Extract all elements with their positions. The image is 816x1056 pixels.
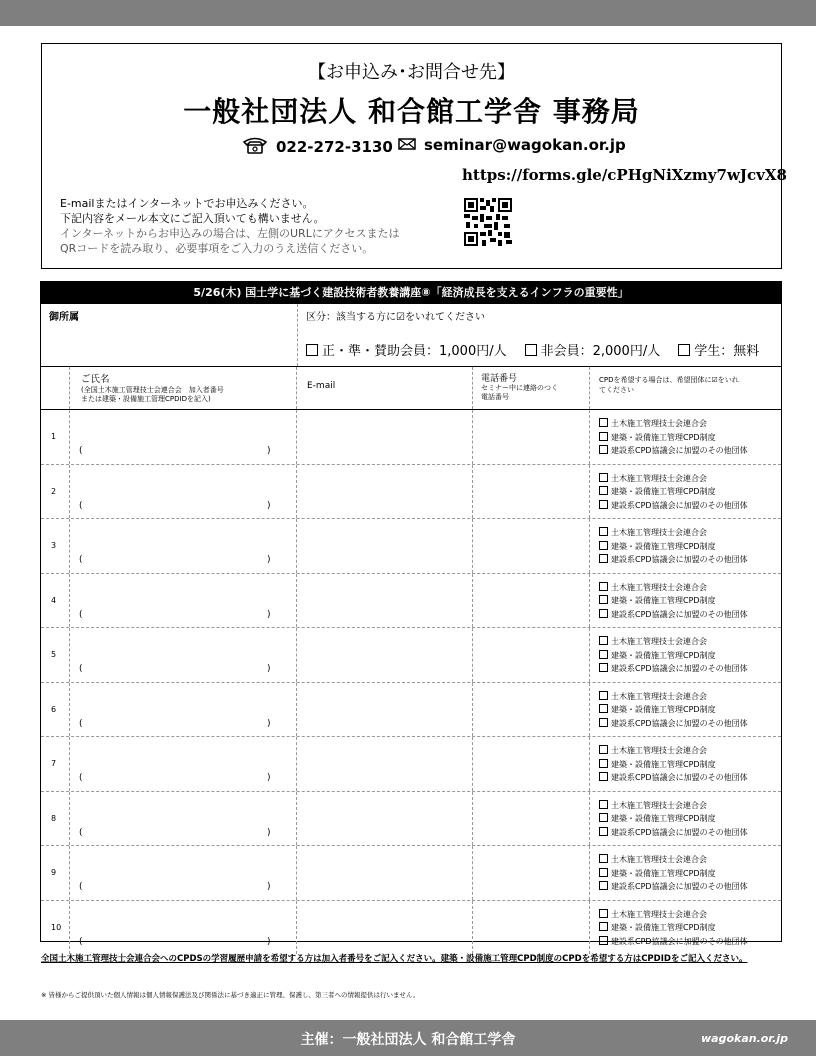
cpd-option[interactable] <box>599 581 748 595</box>
cpd-option-label: 建築・設備施工管理CPD制度 <box>611 541 716 551</box>
cpd-option-label: 土木施工管理技士会連合会 <box>611 800 707 810</box>
cpd-option[interactable] <box>599 826 748 840</box>
paren-open: ( <box>79 827 83 838</box>
paren-open: ( <box>79 718 83 729</box>
paren-close: ) <box>267 500 271 511</box>
privacy-note: ※ 皆様からご提供頂いた個人情報は個人情報保護法及び関係法に基づき適正に管理、保護し、第三者への情報提供は行いません。 <box>41 991 420 999</box>
checkbox-icon[interactable] <box>599 759 608 768</box>
cpd-option[interactable] <box>599 771 748 785</box>
name-header: ご氏名 (全国土木施工管理技士会連合会 加入者番号 または建築・設備施工管理CPDIDを記入) <box>81 374 224 403</box>
contact-heading: 【お申込み･お問合せ先】 <box>308 62 515 83</box>
cpd-option[interactable] <box>599 431 748 445</box>
paren-open: ( <box>79 664 83 674</box>
email-field[interactable] <box>297 410 472 464</box>
mail-icon <box>398 136 416 154</box>
divider <box>589 410 590 464</box>
cpd-option[interactable] <box>599 921 748 935</box>
email-field[interactable] <box>297 574 472 628</box>
table-row <box>41 574 781 629</box>
row-number: 9 <box>51 868 57 877</box>
checkbox-icon[interactable] <box>599 691 608 700</box>
paren-open: ( <box>79 446 83 456</box>
cpd-option[interactable] <box>599 608 748 622</box>
email-field[interactable] <box>297 683 472 737</box>
name-field[interactable] <box>70 683 296 737</box>
phone-field[interactable] <box>473 465 589 519</box>
checkbox-icon[interactable] <box>599 772 608 781</box>
email-field[interactable] <box>297 465 472 519</box>
phone-field[interactable] <box>473 846 589 900</box>
email-field[interactable] <box>297 901 472 955</box>
email-field[interactable] <box>297 519 472 573</box>
row-number: 8 <box>51 813 57 823</box>
cpd-option[interactable] <box>599 553 748 567</box>
cpd-option-label: 建築・設備施工管理CPD制度 <box>611 432 716 442</box>
divider <box>589 519 590 573</box>
checkbox-icon[interactable] <box>599 868 608 877</box>
row-number: 4 <box>51 595 57 605</box>
cpd-option-label: 建設系CPD協議会に加盟のその他団体 <box>611 609 748 619</box>
cpd-option-label: 建築・設備施工管理CPD制度 <box>611 650 716 660</box>
cpd-option[interactable] <box>599 908 748 922</box>
cpd-option-label: 土木施工管理技士会連合会 <box>611 528 707 537</box>
divider <box>297 304 299 366</box>
application-form <box>40 281 782 947</box>
name-field[interactable] <box>70 901 296 955</box>
paren-close: ) <box>267 827 271 838</box>
row-number: 5 <box>51 650 57 659</box>
cpd-option-label: 土木施工管理技士会連合会 <box>611 473 707 483</box>
paren-open: ( <box>79 882 83 892</box>
note-line: QRコードを読み取り、必要事項をご入力のうえ送信ください。 <box>60 242 374 255</box>
cpd-option-label: 建設系CPD協議会に加盟のその他団体 <box>611 936 748 946</box>
checkbox-icon[interactable] <box>525 344 537 356</box>
cpd-option[interactable] <box>599 853 748 867</box>
paren-open: ( <box>79 555 83 565</box>
table-row <box>41 792 781 847</box>
cpd-option[interactable] <box>599 867 748 881</box>
cpd-option[interactable] <box>599 444 748 458</box>
paren-close: ) <box>267 446 271 456</box>
divider <box>589 737 590 791</box>
form-title: 5/26(木) 国土学に基づく建設技術者教養講座⑧「経済成長を支えるインフラの重要性」 <box>41 282 781 304</box>
name-field[interactable] <box>70 628 296 682</box>
paren-close: ) <box>267 718 271 729</box>
qr-code[interactable] <box>464 198 512 246</box>
checkbox-icon[interactable] <box>599 745 608 754</box>
footer-url[interactable]: wagokan.or.jp <box>700 1032 788 1045</box>
checkbox-icon[interactable] <box>599 881 608 890</box>
cpd-option-label: 建設系CPD協議会に加盟のその他団体 <box>611 555 748 564</box>
table-row <box>41 683 781 738</box>
paren-close: ) <box>267 936 271 947</box>
checkbox-icon[interactable] <box>599 663 608 672</box>
paren-open: ( <box>79 773 83 783</box>
cpd-header: CPDを希望する場合は、希望団体に☑をいれ てください <box>599 376 739 394</box>
cpd-options <box>599 581 748 622</box>
checkbox-icon[interactable] <box>599 445 608 454</box>
table-row <box>41 519 781 574</box>
row-number: 2 <box>51 486 57 496</box>
affiliation-section <box>41 304 781 367</box>
phone-field[interactable] <box>473 737 589 791</box>
cpd-option[interactable] <box>599 744 748 758</box>
phone-number[interactable]: 022-272-3130 <box>276 138 393 156</box>
phone-field[interactable] <box>473 792 589 846</box>
phone-info <box>242 136 393 158</box>
cpd-option-label: 建設系CPD協議会に加盟のその他団体 <box>611 882 748 891</box>
email-address[interactable]: seminar@wagokan.or.jp <box>424 136 626 154</box>
checkbox-icon[interactable] <box>599 554 608 563</box>
divider <box>589 683 590 737</box>
cpd-option[interactable] <box>599 758 748 772</box>
paren-open: ( <box>79 500 83 511</box>
checkbox-icon[interactable] <box>599 800 608 809</box>
checkbox-icon[interactable] <box>599 650 608 659</box>
org-name: 一般社団法人 和合館工学舎 事務局 <box>183 95 640 128</box>
table-header <box>41 367 781 410</box>
checkbox-icon[interactable] <box>599 704 608 713</box>
checkbox-icon[interactable] <box>306 344 318 356</box>
checkbox-icon[interactable] <box>599 418 608 427</box>
cpd-options <box>599 908 748 949</box>
email-field[interactable] <box>297 628 472 682</box>
option-student[interactable]: 学生：無料 <box>678 340 759 359</box>
phone-field[interactable] <box>473 901 589 955</box>
cpd-option-label: 建築・設備施工管理CPD制度 <box>611 705 716 714</box>
cpd-option-label: 土木施工管理技士会連合会 <box>611 909 707 919</box>
checkbox-icon[interactable] <box>599 909 608 918</box>
cpd-note: 全国土木施工管理技士会連合会へのCPDSの学習履歴申請を希望する方は加入者番号をご記入ください。建築・設備施工管理CPD制度のCPDを希望する方はCPDIDをご記入ください。 <box>41 954 748 964</box>
cpd-option-label: 建築・設備施工管理CPD制度 <box>611 596 716 605</box>
divider <box>589 901 590 955</box>
phone-field[interactable] <box>473 574 589 628</box>
checkbox-icon[interactable] <box>599 473 608 482</box>
row-number: 1 <box>51 432 57 441</box>
checkbox-icon[interactable] <box>599 922 608 931</box>
cpd-option-label: 土木施工管理技士会連合会 <box>611 746 707 755</box>
top-bar <box>0 0 816 26</box>
note-line: インターネットからお申込みの場合は、左側のURLにアクセスまたは <box>60 227 400 240</box>
name-field[interactable] <box>70 846 296 900</box>
phone-field[interactable] <box>473 519 589 573</box>
footer-bar <box>0 1020 816 1056</box>
cpd-option[interactable] <box>599 799 748 813</box>
checkbox-icon[interactable] <box>678 344 690 356</box>
cpd-option-label: 建設系CPD協議会に加盟のその他団体 <box>611 773 748 782</box>
cpd-option[interactable] <box>599 526 748 540</box>
cpd-option[interactable] <box>599 717 748 731</box>
table-row <box>41 410 781 465</box>
note-line: E-mailまたはインターネットでお申込みください。 <box>60 197 314 210</box>
phone-field[interactable] <box>473 410 589 464</box>
checkbox-icon[interactable] <box>599 527 608 536</box>
divider <box>589 465 590 519</box>
cpd-option-label: 建築・設備施工管理CPD制度 <box>611 868 716 878</box>
checkbox-icon[interactable] <box>599 827 608 836</box>
checkbox-icon[interactable] <box>599 609 608 618</box>
paren-open: ( <box>79 936 83 947</box>
cpd-option-label: 建設系CPD協議会に加盟のその他団体 <box>611 827 748 837</box>
row-number: 7 <box>51 759 57 768</box>
cpd-option[interactable] <box>599 540 748 554</box>
phone-field[interactable] <box>473 628 589 682</box>
cpd-options <box>599 472 748 513</box>
name-field[interactable] <box>70 465 296 519</box>
paren-close: ) <box>267 882 271 892</box>
table-row <box>41 901 781 955</box>
cpd-option-label: 建築・設備施工管理CPD制度 <box>611 814 716 823</box>
email-field[interactable] <box>297 737 472 791</box>
checkbox-icon[interactable] <box>599 541 608 550</box>
phone-header: 電話番号 セミナー中に連絡のつく 電話番号 <box>481 374 558 401</box>
checkbox-icon[interactable] <box>599 595 608 604</box>
cpd-option-label: 土木施工管理技士会連合会 <box>611 419 707 428</box>
paren-close: ) <box>267 773 271 783</box>
divider <box>589 628 590 682</box>
cpd-option[interactable] <box>599 935 748 949</box>
cpd-option-label: 土木施工管理技士会連合会 <box>611 637 707 646</box>
note-line: 下記内容をメール本文にご記入頂いても構いません。 <box>60 212 325 225</box>
checkbox-icon[interactable] <box>599 813 608 822</box>
cpd-option[interactable] <box>599 690 748 704</box>
cpd-options <box>599 690 748 731</box>
cpd-options <box>599 799 748 840</box>
cpd-option-label: 建設系CPD協議会に加盟のその他団体 <box>611 718 748 728</box>
cpd-option-label: 建設系CPD協議会に加盟のその他団体 <box>611 500 748 510</box>
email-field[interactable] <box>297 846 472 900</box>
cpd-option[interactable] <box>599 880 748 894</box>
email-header: E-mail <box>307 381 336 391</box>
name-field[interactable] <box>70 737 296 791</box>
paren-close: ) <box>267 664 271 674</box>
divider <box>589 846 590 900</box>
cpd-option-label: 建築・設備施工管理CPD制度 <box>611 487 716 496</box>
cpd-options <box>599 417 748 458</box>
contact-note <box>60 196 400 256</box>
organizer: 主催：一般社団法人 和合館工学舎 <box>300 1032 516 1048</box>
cpd-option[interactable] <box>599 662 748 676</box>
cpd-options <box>599 526 748 567</box>
cpd-option[interactable] <box>599 472 748 486</box>
divider <box>69 367 70 409</box>
checkbox-icon[interactable] <box>599 432 608 441</box>
cpd-options <box>599 853 748 894</box>
checkbox-icon[interactable] <box>599 854 608 863</box>
row-number: 6 <box>51 704 57 714</box>
email-field[interactable] <box>297 792 472 846</box>
form-url-link[interactable]: https://forms.gle/cPHgNiXzmy7wJcvX8 <box>462 166 787 184</box>
cpd-option[interactable] <box>599 703 748 717</box>
checkbox-icon[interactable] <box>599 486 608 495</box>
name-field[interactable] <box>70 410 296 464</box>
cpd-option[interactable] <box>599 649 748 663</box>
table-row <box>41 737 781 792</box>
checkbox-icon[interactable] <box>599 636 608 645</box>
cpd-option[interactable] <box>599 417 748 431</box>
classification-label: 区分：該当する方に☑をいれてください <box>306 312 485 323</box>
cpd-option[interactable] <box>599 635 748 649</box>
phone-icon <box>242 136 268 158</box>
checkbox-icon[interactable] <box>599 718 608 727</box>
contact-box <box>41 43 787 269</box>
divider <box>472 367 473 409</box>
cpd-option-label: 建設系CPD協議会に加盟のその他団体 <box>611 446 748 455</box>
cpd-options <box>599 635 748 676</box>
paren-close: ) <box>267 609 271 620</box>
phone-field[interactable] <box>473 683 589 737</box>
table-row <box>41 465 781 520</box>
option-member[interactable]: 正・準・賛助会員：1,000円/人 <box>306 340 507 359</box>
cpd-options <box>599 744 748 785</box>
paren-open: ( <box>79 609 83 620</box>
cpd-option-label: 土木施工管理技士会連合会 <box>611 582 707 592</box>
cpd-option[interactable] <box>599 812 748 826</box>
affiliation-label: 御所属 <box>49 312 79 323</box>
divider <box>296 367 297 409</box>
checkbox-icon[interactable] <box>599 582 608 591</box>
table-row <box>41 628 781 683</box>
form-rows <box>41 410 781 954</box>
name-field[interactable] <box>70 519 296 573</box>
divider <box>589 792 590 846</box>
divider <box>589 574 590 628</box>
row-number: 10 <box>51 922 62 932</box>
divider <box>589 367 590 409</box>
checkbox-icon[interactable] <box>599 500 608 509</box>
row-number: 3 <box>51 541 57 550</box>
name-field[interactable] <box>70 574 296 628</box>
paren-close: ) <box>267 555 271 565</box>
checkbox-icon[interactable] <box>599 936 608 945</box>
cpd-option-label: 建築・設備施工管理CPD制度 <box>611 759 716 769</box>
cpd-option-label: 建設系CPD協議会に加盟のその他団体 <box>611 664 748 673</box>
cpd-option[interactable] <box>599 499 748 513</box>
cpd-option-label: 土木施工管理技士会連合会 <box>611 855 707 864</box>
cpd-option-label: 土木施工管理技士会連合会 <box>611 691 707 701</box>
name-field[interactable] <box>70 792 296 846</box>
mail-info <box>398 136 626 154</box>
classification-options <box>306 340 759 359</box>
cpd-option-label: 建築・設備施工管理CPD制度 <box>611 923 716 932</box>
option-nonmember[interactable]: 非会員：2,000円/人 <box>525 340 661 359</box>
cpd-option[interactable] <box>599 594 748 608</box>
table-row <box>41 846 781 901</box>
cpd-option[interactable] <box>599 485 748 499</box>
